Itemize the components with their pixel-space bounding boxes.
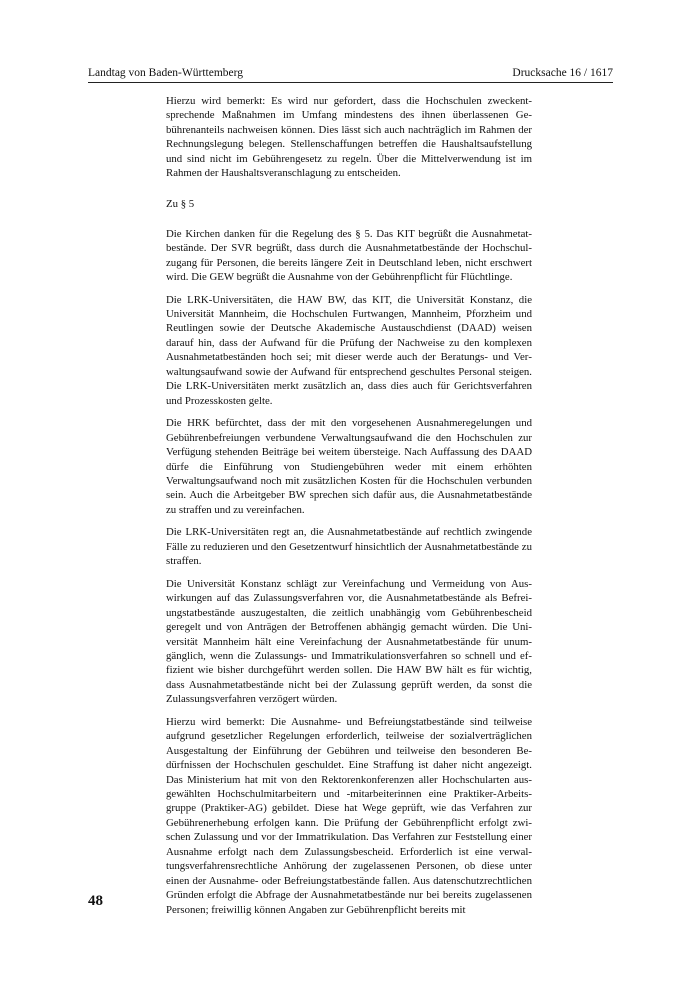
paragraph-churches: Die Kirchen danken für die Regelung des § 5. Das KIT begrüßt die Ausnahmetatbestände. Der SVR begrüßt, dass durch die Ausnahmetatbestände der Hochschulzugang für Personen, die bereits längere Zeit in Deutschland leben, nicht erschwert wird. Die GEW begrüßt die Ausnahme von der Gebührenpflicht für Flüchtlinge. — [166, 227, 532, 284]
paragraph-remark-2: Hierzu wird bemerkt: Die Ausnahme- und Befreiungstatbestände sind teilweise aufgrund gesetzlicher Regelungen erforderlich, teilweise der sozialverträglichen Ausgestaltung der Einführung der Gebühren und teilweise den besonderen Bedürfnissen der Hochschulen geschuldet. Eine Straffung ist daher nicht angezeigt. Das Ministerium hat mit von den Rektorenkonferenzen aller Hochschularten ausgewählten Hochschulmitarbeitern und -mitarbeiterinnen eine Praktiker-Arbeitsgruppe (Praktiker-AG) gebildet. Diese hat Wege geprüft, wie das Verfahren zur Gebührenerhebung erfolgen kann. Die Prüfung der Gebührenpflicht erfolgt zwischen Zulassung und vor der Immatrikulation. Das Verfahren zur Feststellung einer Ausnahme erfolgt nach dem Zulassungsbescheid. Erforderlich ist eine verwaltungsverfahrensrechtliche Anhörung der zugelassenen Personen, ob diese unter einen der Ausnahme- oder Befreiungstatbestände fallen. Aus datenschutzrechtlichen Gründen erfolgt die Abfrage der Ausnahmetatbestände nur bei bereits zugelassenen Personen; freiwillig können Angaben zur Gebührenpflicht bereits mit — [166, 715, 532, 916]
paragraph-konstanz: Die Universität Konstanz schlägt zur Vereinfachung und Vermeidung von Auswirkungen auf das Zulassungsverfahren vor, die Ausnahmetatbestände als Befreiungstatbestände auszugestalten, die zeitlich unabhängig vom Gebührenbescheid geregelt und von Anträgen der Betroffenen abhängig gemacht würden. Die Universität Mannheim hält eine Vereinfachung der Ausnahmetatbestände für unumgänglich, wenn die Zulassungs- und Immatrikulationsverfahren so schnell und effizient wie bisher durchgeführt werden sollen. Die HAW BW hält es für wichtig, dass Ausnahmetatbestände nicht bei der Zulassung geprüft werden, da sonst die Zulassungsverfahren verzögert würden. — [166, 577, 532, 706]
paragraph-lrk-universities: Die LRK-Universitäten, die HAW BW, das KIT, die Universität Konstanz, die Universität Mannheim, die Hochschulen Furtwangen, Mannheim, Pforzheim und Reutlingen sowie der Deutsche Akademische Austauschdienst (DAAD) weisen darauf hin, dass der Aufwand für die Prüfung der Nachweise zu den komplexen Ausnahmetatbeständen hoch sei; mit dieser werde auch der Beratungs- und Verwaltungsaufwand sowie der Aufwand für entsprechend geschultes Personal steigen. Die LRK-Universitäten merkt zusätzlich an, dass dies auch für Gerichtsverfahren und Prozesskosten gelte. — [166, 293, 532, 407]
page-number: 48 — [88, 893, 103, 909]
paragraph-lrk-proposal: Die LRK-Universitäten regt an, die Ausnahmetatbestände auf rechtlich zwingende Fälle zu reduzieren und den Gesetzentwurf hinsichtlich der Ausnahmetatbestände zu straffen. — [166, 526, 532, 568]
paragraph-remark-1: Hierzu wird bemerkt: Es wird nur gefordert, dass die Hochschulen zweckentsprechende Maßnahmen im Umfang mindestens des ihnen überlassenen Gebührenanteils nachweisen können. Dies lässt sich auch nachträglich im Rahmen der Rechnungslegung belegen. Stellenschaffungen betreffen die Haushaltsaufstellung und sind nicht im Gebührengesetz zu regeln. Über die Mittelverwendung ist im Rahmen der Haushaltsveranschlagung zu entscheiden. — [166, 95, 532, 180]
header-publisher: Landtag von Baden-Württemberg — [88, 67, 243, 79]
header-document-number: Drucksache 16 / 1617 — [512, 67, 613, 79]
running-header — [88, 66, 613, 82]
header-rule — [88, 82, 613, 83]
body-text — [166, 94, 532, 925]
paragraph-hrk: Die HRK befürchtet, dass der mit den vorgesehenen Ausnahmeregelungen und Gebührenbefreiungen verbundene Verwaltungsaufwand die den Hochschulen zur Verfügung stehenden Beiträge bei weitem übersteige. Nach Auffassung des DAAD dürfe die Einführung von Studiengebühren weder mit einem erhöhten Verwaltungsaufwand noch mit zusätzlichen Kosten für die Hochschulen verbunden sein. Auch die Arbeitgeber BW sprechen sich dafür aus, die Ausnahmetatbestände zu straffen und zu vereinfachen. — [166, 417, 532, 516]
section-heading: Zu § 5 — [166, 197, 195, 210]
